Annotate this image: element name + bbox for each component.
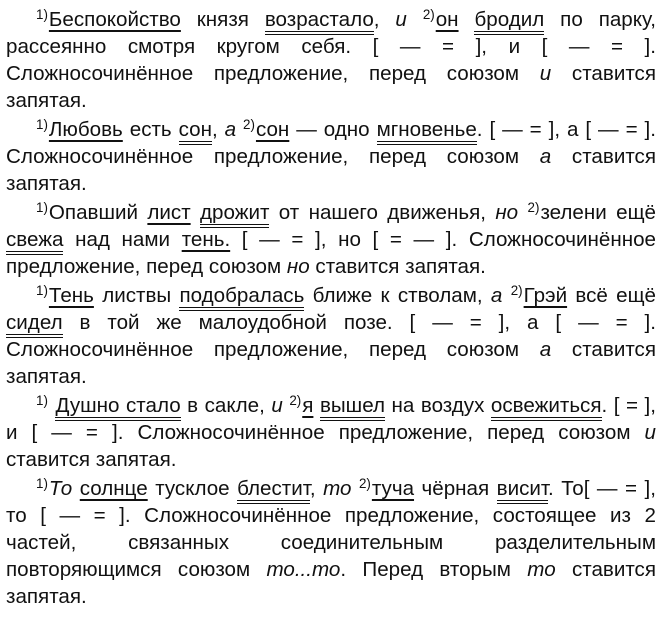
text-run: , [373,8,396,31]
predicate: освежиться [491,394,602,421]
paragraph-2 [6,116,656,197]
text-run: чёрная [414,477,497,500]
text-run: , [309,477,324,500]
text-run: — одно [289,118,377,141]
conjunction: и [395,8,407,31]
text-run: [ — = ], но [ = — ]. Сложносочинённое предложение, перед союзом [6,228,657,278]
conjunction: и [271,394,283,417]
text-run [459,8,475,31]
text-run [502,284,510,307]
text-run: Опавший [48,201,148,224]
conjunction: то [527,558,556,581]
predicate: вышел [320,394,385,421]
text-run: ставится запятая. [6,145,656,195]
text-run: ставится запятая. [6,338,656,388]
paragraph-4 [6,282,656,390]
part-marker: 1) [36,392,48,408]
part-marker: 1) [36,475,48,491]
text-run: , [211,118,225,141]
text-run: князя [180,8,265,31]
part-marker: 2) [243,116,255,132]
text-run: над нами [63,228,182,251]
conjunction: а [539,338,552,361]
text-run: . [ = ], и [ — = ]. Сложносочинённое предложение, перед союзом [6,394,656,444]
text-run [407,8,423,31]
subject: Беспокойство [48,8,181,31]
text-run [351,477,359,500]
part-marker: 2) [527,199,540,215]
subject: я [302,394,314,417]
part-marker: 1) [36,116,48,132]
text-run [236,118,243,141]
predicate: сон [179,118,212,145]
text-run: всё ещё [567,284,656,307]
subject: Тень [48,284,94,307]
paragraph-3 [6,199,656,280]
paragraph-6 [6,475,656,610]
conjunction: То [48,477,73,500]
part-marker: 1) [36,6,48,22]
text-run: в сакле, [180,394,272,417]
text-run: листвы [93,284,180,307]
text-run: в той же малоудобной позе. [ — = ], а [ — = ]. Сложносочинённое предложение, перед союзом [6,311,656,361]
subject: Любовь [48,118,123,141]
conjunction: то [323,477,352,500]
part-marker: 1) [36,282,48,298]
predicate: подобралась [179,284,304,311]
text-run: ставится запятая. [309,255,486,278]
text-run: от нашего движенья, [269,201,496,224]
subject: тень. [181,228,231,251]
part-marker: 1) [36,199,48,215]
predicate: Душно стало [55,394,180,421]
predicate: свежа [6,228,63,255]
predicate: висит [497,477,548,504]
text-run: ставится запятая. [6,448,177,471]
predicate: дрожит [200,201,269,228]
conjunction: но [495,201,519,224]
text-run: есть [122,118,179,141]
text-run [313,394,320,417]
part-marker: 2) [358,475,371,491]
subject: лист [147,201,191,224]
predicate: сидел [6,311,63,338]
conjunction: и [539,62,552,85]
text-run: . То[ — = ], то [ — = ]. Сложносочинённое предложение, состоящее из 2 частей, связанных соединительным разделительным повторяющимся союзом [6,477,656,581]
paragraph-5 [6,392,656,473]
conjunction: а [490,284,503,307]
conjunction: а [224,118,237,141]
conjunction: и [644,421,656,444]
part-marker: 2) [510,282,523,298]
text-run [518,201,527,224]
subject: туча [371,477,415,500]
predicate: блестит [237,477,310,504]
paragraph-1 [6,6,656,114]
subject: солнце [79,477,148,500]
text-run: по парку, рассеянно смотря кругом себя. [ — = ], и [ — = ]. Сложносочинённое предложение, перед союзом [6,8,656,85]
predicate: мгновенье [377,118,477,145]
predicate: возрастало [265,8,374,35]
conjunction: но [286,255,310,278]
conjunction: то...то [266,558,341,581]
subject: он [435,8,459,31]
subject: Грэй [523,284,568,307]
text-run: зелени ещё [540,201,656,224]
text-run: . Перед вторым [340,558,528,581]
text-run [191,201,200,224]
part-marker: 2) [422,6,435,22]
part-marker: 2) [289,392,302,408]
text-run: на воздух [385,394,491,417]
text-run: ближе к стволам, [304,284,491,307]
text-run: ставится запятая. [6,558,656,608]
subject: сон [255,118,290,141]
text-run: . [ — = ], а [ — = ]. Сложносочинённое предложение, перед союзом [6,118,656,168]
predicate: бродил [474,8,544,35]
text-run: ставится запятая. [6,62,656,112]
conjunction: а [539,145,552,168]
text-run [72,477,80,500]
text-run: тусклое [147,477,238,500]
